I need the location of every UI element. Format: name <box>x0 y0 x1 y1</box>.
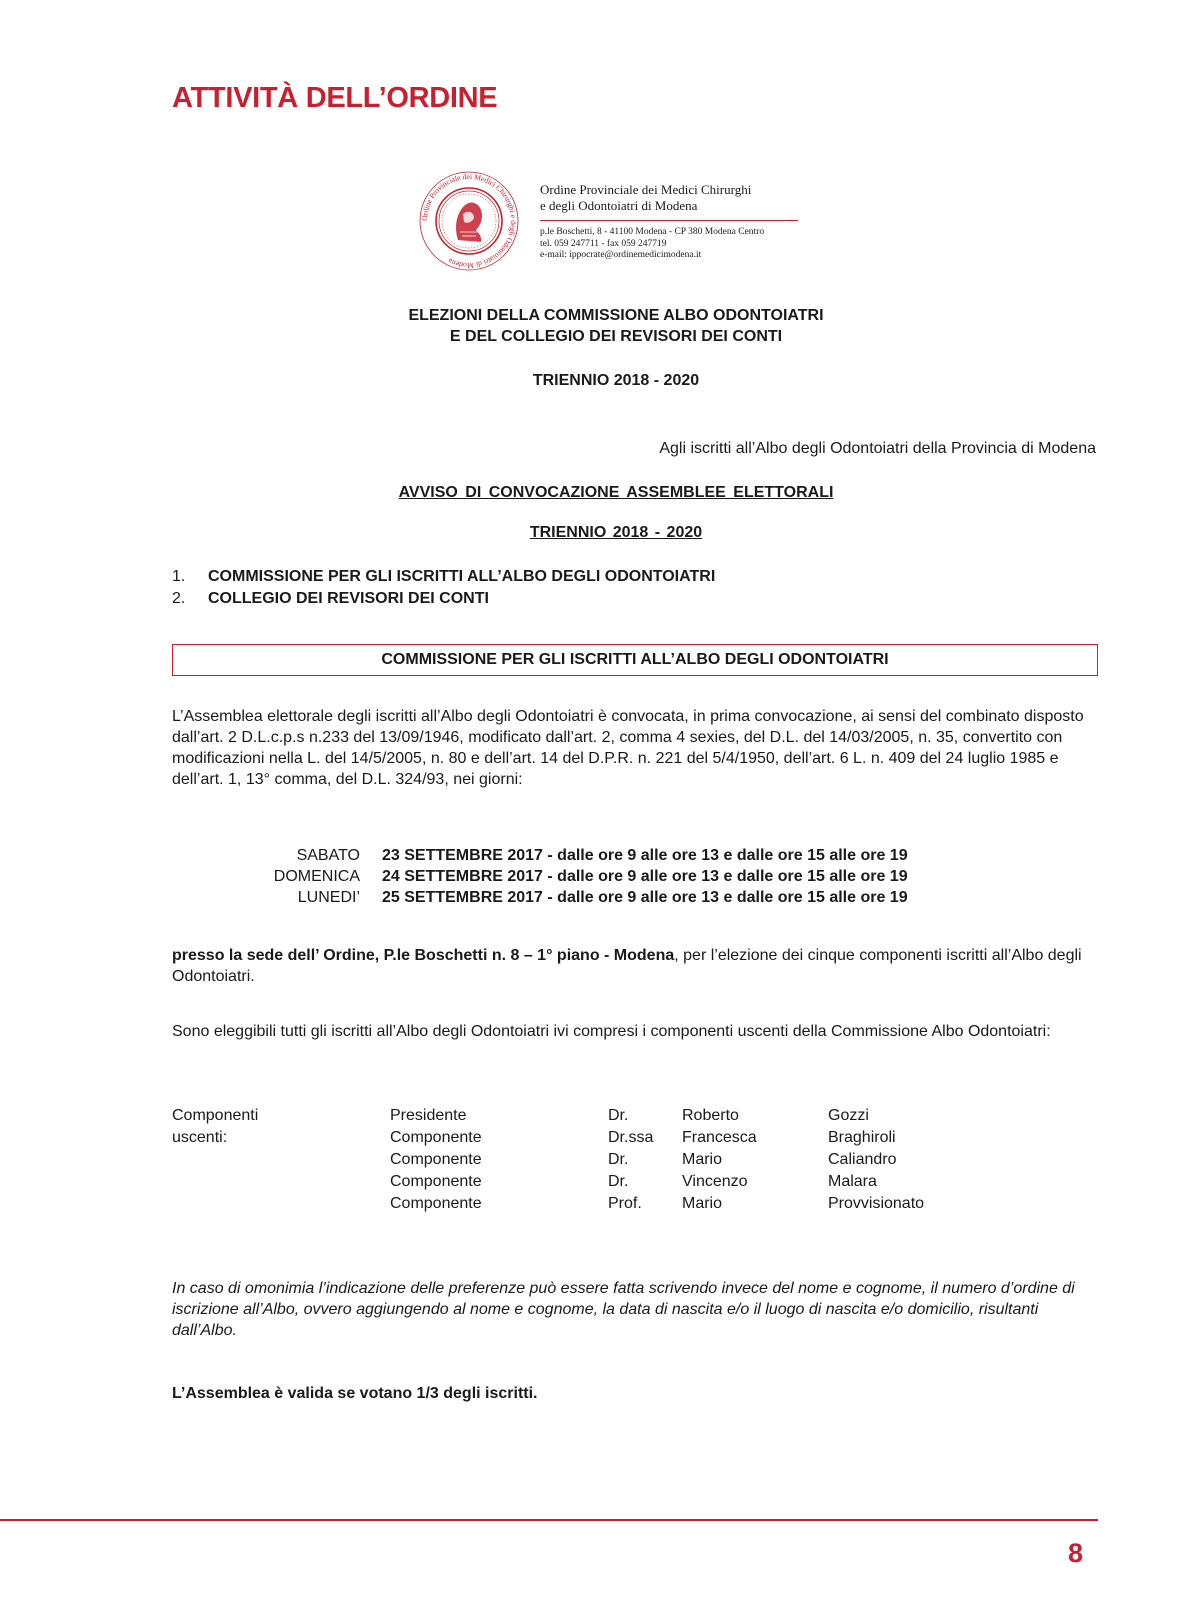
section-title: ATTIVITÀ DELL’ORDINE <box>172 82 498 114</box>
member-first-name: Francesca <box>682 1129 757 1146</box>
member-title: Dr. <box>608 1151 629 1168</box>
org-name-line-2: e degli Odontoiatri di Modena <box>540 198 698 213</box>
venue-paragraph <box>172 945 1098 987</box>
org-email: e-mail: ippocrate@ordinemedicimodena.it <box>540 250 702 260</box>
member-title: Prof. <box>608 1195 642 1212</box>
order-seal-icon <box>418 170 520 272</box>
member-role: Presidente <box>390 1107 467 1124</box>
schedule-row <box>260 866 908 887</box>
member-title: Dr. <box>608 1173 629 1190</box>
org-address: p.le Boschetti, 8 - 41100 Modena - CP 380 Modena Centro <box>540 227 765 237</box>
schedule-day: DOMENICA <box>273 868 360 885</box>
member-last-name: Provvisionato <box>828 1195 925 1212</box>
letterhead-divider <box>540 220 798 221</box>
list-item-text: COMMISSIONE PER GLI ISCRITTI ALL’ALBO DEGLI ODONTOIATRI <box>208 568 716 585</box>
schedule-detail: 25 SETTEMBRE 2017 - dalle ore 9 alle ore 13 e dalle ore 15 alle ore 19 <box>382 889 908 906</box>
schedule-day: SABATO <box>296 847 360 864</box>
member-role: Componente <box>390 1151 482 1168</box>
footer-divider <box>0 1519 1098 1521</box>
notice-triennio: TRIENNIO 2018 - 2020 <box>529 524 703 541</box>
convocation-paragraph: L’Assemblea elettorale degli iscritti all’Albo degli Odontoiatri è convocata, in prima convocazione, ai sensi del combinato disposto dall’art. 2 D.L.c.p.s n.233 del 13/09/1946, modificato dall’art. 2, comma 4 sexies, del D.L. del 14/03/2005, n. 35, convertito con modificazioni nella L. del 14/5/2005, n. 80 e dell’art. 14 del D.P.R. n. 221 del 5/4/1950, dell’art. 6 L. n. 409 del 24 luglio 1985 e dell’art. 1, 13° comma, del D.L. 324/93, nei giorni: <box>172 708 1084 788</box>
member-last-name: Braghiroli <box>828 1129 896 1146</box>
member-last-name: Gozzi <box>828 1107 869 1124</box>
list-item-number: 2. <box>172 590 186 607</box>
member-first-name: Mario <box>682 1151 723 1168</box>
schedule-detail: 23 SETTEMBRE 2017 - dalle ore 9 alle ore 13 e dalle ore 15 alle ore 19 <box>382 847 908 864</box>
member-last-name: Caliandro <box>828 1151 897 1168</box>
homonymy-note: In caso di omonimia l’indicazione delle preferenze può essere fatta scrivendo invece del nome e cognome, il numero d’ordine di iscrizione all’Albo, ovvero aggiungendo al nome e cognome, la data di nascita e/o il luogo di nascita e/o domicilio, risultanti dall’Albo. <box>172 1280 1075 1339</box>
page-number: 8 <box>1068 1538 1084 1568</box>
outgoing-members-label: Componenti uscenti: <box>172 1107 259 1146</box>
list-item-number: 1. <box>172 568 186 585</box>
org-name-line-1: Ordine Provinciale dei Medici Chirurghi <box>540 182 752 197</box>
elections-heading-line-2: E DEL COLLEGIO DEI REVISORI DEI CONTI <box>449 328 783 345</box>
elections-heading <box>0 305 1200 347</box>
member-last-name: Malara <box>828 1173 877 1190</box>
org-name <box>540 182 751 214</box>
triennio-heading: TRIENNIO 2018 - 2020 <box>532 372 700 389</box>
member-role: Componente <box>390 1195 482 1212</box>
letterhead <box>418 170 798 280</box>
member-first-name: Roberto <box>682 1107 739 1124</box>
schedule-day: LUNEDI’ <box>297 889 360 906</box>
member-title: Dr. <box>608 1107 629 1124</box>
member-title: Dr.ssa <box>608 1129 654 1146</box>
list-item <box>172 588 715 610</box>
commission-boxed-heading: COMMISSIONE PER GLI ISCRITTI ALL’ALBO DEGLI ODONTOIATRI <box>172 644 1098 676</box>
member-role: Componente <box>390 1129 482 1146</box>
member-role: Componente <box>390 1173 482 1190</box>
member-first-name: Vincenzo <box>682 1173 748 1190</box>
member-first-name: Mario <box>682 1195 723 1212</box>
list-item <box>172 566 715 588</box>
notice-title: AVVISO DI CONVOCAZIONE ASSEMBLEE ELETTORALI <box>398 484 834 501</box>
org-phone-fax: tel. 059 247711 - fax 059 247719 <box>540 238 667 249</box>
list-item-text: COLLEGIO DEI REVISORI DEI CONTI <box>208 590 489 607</box>
eligibility-paragraph: Sono eleggibili tutti gli iscritti all’Albo degli Odontoiatri ivi compresi i componenti uscenti della Commissione Albo Odontoiatri: <box>172 1023 1051 1040</box>
seal-ring-text: Ordine Provinciale dei Medici Chirurghi e degli Odontoiatri di Modena <box>419 171 519 271</box>
elections-heading-line-1: ELEZIONI DELLA COMMISSIONE ALBO ODONTOIATRI <box>408 307 824 324</box>
voting-schedule <box>260 845 908 908</box>
schedule-row <box>260 887 908 908</box>
elected-bodies-list <box>172 566 715 610</box>
org-contact <box>540 227 764 262</box>
venue-address: presso la sede dell’ Ordine, P.le Boschetti n. 8 – 1° piano - Modena <box>172 947 675 964</box>
venue-purpose: , per l’elezione dei cinque componenti iscritti all’Albo degli Odontoiatri. <box>172 947 1082 985</box>
addressee-line: Agli iscritti all’Albo degli Odontoiatri della Provincia di Modena <box>659 440 1096 457</box>
validity-note: L’Assemblea è valida se votano 1/3 degli iscritti. <box>172 1385 538 1402</box>
schedule-detail: 24 SETTEMBRE 2017 - dalle ore 9 alle ore 13 e dalle ore 15 alle ore 19 <box>382 868 908 885</box>
schedule-row <box>260 845 908 866</box>
